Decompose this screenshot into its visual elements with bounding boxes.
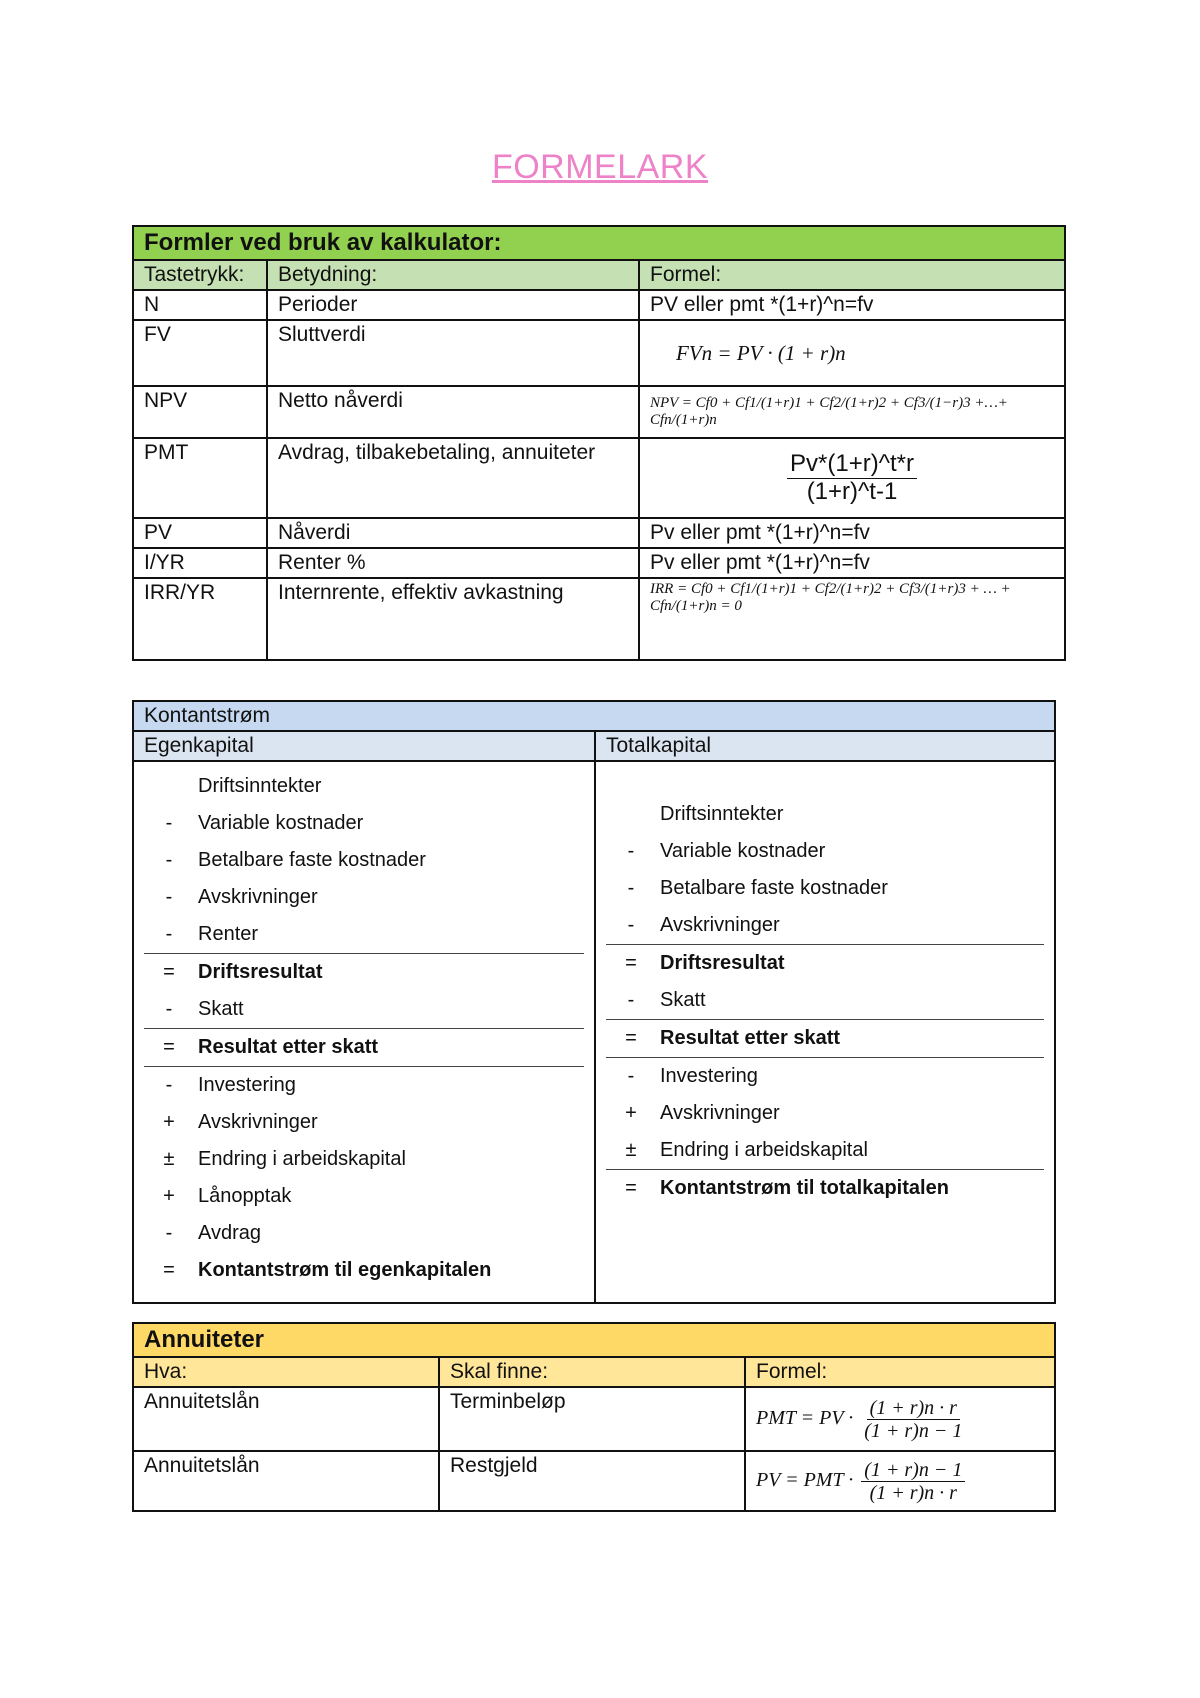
cashflow-line bbox=[144, 1104, 584, 1141]
formula-numerator: (1 + r)n · r bbox=[867, 1397, 960, 1420]
cashflow-label: Investering bbox=[660, 1065, 758, 1087]
cashflow-label: Resultat etter skatt bbox=[660, 1027, 841, 1049]
cashflow-line bbox=[606, 870, 1044, 907]
cashflow-sign: = bbox=[625, 1027, 637, 1049]
cashflow-label: Lånopptak bbox=[198, 1185, 292, 1207]
col-header-key: Tastetrykk: bbox=[133, 260, 267, 290]
cashflow-label: Variable kostnader bbox=[198, 812, 364, 834]
col-header-formula: Formel: bbox=[745, 1357, 1055, 1387]
row-key: I/YR bbox=[133, 548, 267, 578]
row-key: IRR/YR bbox=[133, 578, 267, 660]
row-key: PMT bbox=[133, 438, 267, 518]
cashflow-line bbox=[144, 1028, 584, 1066]
cashflow-label: Avskrivninger bbox=[198, 1111, 318, 1133]
row-key: PV bbox=[133, 518, 267, 548]
cashflow-label: Variable kostnader bbox=[660, 840, 826, 862]
row-formula: NPV = Cf0 + Cf1/(1+r)1 + Cf2/(1+r)2 + Cf3/(1−r)3 +…+ Cfn/(1+r)n bbox=[639, 386, 1065, 438]
cashflow-line bbox=[606, 1169, 1044, 1207]
cashflow-line bbox=[144, 1141, 584, 1178]
annuity-what: Annuitetslån bbox=[133, 1387, 439, 1451]
cashflow-label: Driftsresultat bbox=[660, 952, 785, 974]
cashflow-line bbox=[606, 982, 1044, 1019]
cashflow-sign: - bbox=[165, 849, 173, 871]
calculator-formulas-table bbox=[132, 225, 1066, 661]
cashflow-line bbox=[144, 1066, 584, 1104]
cashflow-sign: + bbox=[625, 1102, 637, 1124]
total-cashflow-list bbox=[606, 796, 1044, 1207]
annuity-formula bbox=[745, 1451, 1055, 1511]
formula-fraction bbox=[861, 1397, 965, 1442]
row-key: NPV bbox=[133, 386, 267, 438]
annuity-find: Terminbeløp bbox=[439, 1387, 745, 1451]
page-title: FORMELARK bbox=[491, 148, 709, 186]
formula-fraction bbox=[861, 1459, 965, 1504]
row-formula bbox=[639, 438, 1065, 518]
equity-cashflow-cell bbox=[133, 761, 595, 1303]
cashflow-label: Driftsinntekter bbox=[660, 803, 784, 825]
cashflow-label: Avskrivninger bbox=[660, 914, 780, 936]
equity-heading: Egenkapital bbox=[133, 731, 595, 761]
row-meaning: Perioder bbox=[267, 290, 639, 320]
row-meaning: Nåverdi bbox=[267, 518, 639, 548]
cashflow-line bbox=[606, 1132, 1044, 1169]
cashflow-sign: - bbox=[627, 914, 635, 936]
cashflow-line bbox=[144, 991, 584, 1028]
formula-denominator: (1 + r)n · r bbox=[869, 1481, 957, 1504]
cashflow-sign: + bbox=[163, 1185, 175, 1207]
cashflow-sign: ± bbox=[625, 1139, 637, 1161]
formula-lhs: PMT = PV · bbox=[756, 1406, 854, 1429]
pmt-fraction bbox=[787, 451, 917, 505]
cashflow-sign: - bbox=[627, 840, 635, 862]
annuity-table bbox=[132, 1322, 1056, 1512]
cashflow-line bbox=[606, 1019, 1044, 1057]
formula-numerator: (1 + r)n − 1 bbox=[861, 1459, 965, 1482]
row-formula: Pv eller pmt *(1+r)^n=fv bbox=[639, 548, 1065, 578]
cashflow-label: Endring i arbeidskapital bbox=[198, 1148, 406, 1170]
cashflow-label: Investering bbox=[198, 1074, 296, 1096]
row-key: N bbox=[133, 290, 267, 320]
cashflow-table bbox=[132, 700, 1056, 1304]
row-formula: Pv eller pmt *(1+r)^n=fv bbox=[639, 518, 1065, 548]
row-formula: PV eller pmt *(1+r)^n=fv bbox=[639, 290, 1065, 320]
cashflow-sign: - bbox=[165, 886, 173, 908]
cashflow-sign: - bbox=[165, 1222, 173, 1244]
cashflow-sign: = bbox=[625, 952, 637, 974]
cashflow-line bbox=[144, 879, 584, 916]
col-header-find: Skal finne: bbox=[439, 1357, 745, 1387]
cashflow-line bbox=[144, 1178, 584, 1215]
annuity-what: Annuitetslån bbox=[133, 1451, 439, 1511]
cashflow-line bbox=[144, 953, 584, 991]
annuity-formula bbox=[745, 1387, 1055, 1451]
equity-cashflow-list bbox=[144, 768, 584, 1289]
cashflow-label: Avskrivninger bbox=[198, 886, 318, 908]
cashflow-label: Kontantstrøm til totalkapitalen bbox=[660, 1177, 949, 1199]
cashflow-label: Endring i arbeidskapital bbox=[660, 1139, 868, 1161]
cashflow-label: Betalbare faste kostnader bbox=[198, 849, 426, 871]
pmt-numerator: Pv*(1+r)^t*r bbox=[787, 451, 917, 478]
cashflow-sign: = bbox=[625, 1177, 637, 1199]
cashflow-line bbox=[606, 833, 1044, 870]
pmt-denominator: (1+r)^t-1 bbox=[806, 477, 898, 505]
cashflow-line bbox=[144, 768, 584, 805]
cashflow-line bbox=[144, 1215, 584, 1252]
cashflow-line bbox=[144, 842, 584, 879]
cashflow-line bbox=[144, 805, 584, 842]
annuity-find: Restgjeld bbox=[439, 1451, 745, 1511]
cashflow-label: Resultat etter skatt bbox=[198, 1036, 379, 1058]
cashflow-line bbox=[606, 1095, 1044, 1132]
cashflow-sign: - bbox=[627, 989, 635, 1011]
row-meaning: Renter % bbox=[267, 548, 639, 578]
col-header-formula: Formel: bbox=[639, 260, 1065, 290]
cashflow-sign: - bbox=[627, 877, 635, 899]
cashflow-label: Driftsresultat bbox=[198, 961, 323, 983]
cashflow-heading: Kontantstrøm bbox=[133, 701, 1055, 731]
total-cashflow-cell bbox=[595, 761, 1055, 1303]
cashflow-label: Skatt bbox=[660, 989, 706, 1011]
row-key: FV bbox=[133, 320, 267, 386]
row-meaning: Internrente, effektiv avkastning bbox=[267, 578, 639, 660]
total-capital-heading: Totalkapital bbox=[595, 731, 1055, 761]
col-header-meaning: Betydning: bbox=[267, 260, 639, 290]
calc-table-heading: Formler ved bruk av kalkulator: bbox=[133, 226, 1065, 260]
cashflow-sign: = bbox=[163, 1259, 175, 1281]
cashflow-line bbox=[144, 916, 584, 953]
row-meaning: Sluttverdi bbox=[267, 320, 639, 386]
cashflow-sign: = bbox=[163, 1036, 175, 1058]
row-formula: IRR = Cf0 + Cf1/(1+r)1 + Cf2/(1+r)2 + Cf3/(1+r)3 + … + Cfn/(1+r)n = 0 bbox=[639, 578, 1065, 660]
cashflow-label: Kontantstrøm til egenkapitalen bbox=[198, 1259, 492, 1281]
cashflow-sign: + bbox=[163, 1111, 175, 1133]
row-formula: FVn = PV · (1 + r)n bbox=[639, 320, 1065, 386]
formula-denominator: (1 + r)n − 1 bbox=[864, 1419, 963, 1442]
col-header-what: Hva: bbox=[133, 1357, 439, 1387]
formula-lhs: PV = PMT · bbox=[756, 1468, 854, 1491]
cashflow-label: Skatt bbox=[198, 998, 244, 1020]
cashflow-line bbox=[606, 907, 1044, 944]
cashflow-line bbox=[606, 944, 1044, 982]
cashflow-line bbox=[606, 796, 1044, 833]
cashflow-line bbox=[606, 1057, 1044, 1095]
cashflow-sign: - bbox=[165, 923, 173, 945]
cashflow-label: Avskrivninger bbox=[660, 1102, 780, 1124]
cashflow-sign: - bbox=[165, 1074, 173, 1096]
cashflow-sign: = bbox=[163, 961, 175, 983]
cashflow-sign: - bbox=[627, 1065, 635, 1087]
cashflow-label: Driftsinntekter bbox=[198, 775, 322, 797]
cashflow-sign: ± bbox=[163, 1148, 175, 1170]
cashflow-label: Renter bbox=[198, 923, 259, 945]
cashflow-label: Betalbare faste kostnader bbox=[660, 877, 888, 899]
annuity-heading: Annuiteter bbox=[133, 1323, 1055, 1357]
row-meaning: Netto nåverdi bbox=[267, 386, 639, 438]
cashflow-sign: - bbox=[165, 998, 173, 1020]
cashflow-label: Avdrag bbox=[198, 1222, 262, 1244]
cashflow-line bbox=[144, 1252, 584, 1289]
row-meaning: Avdrag, tilbakebetaling, annuiteter bbox=[267, 438, 639, 518]
cashflow-sign: - bbox=[165, 812, 173, 834]
